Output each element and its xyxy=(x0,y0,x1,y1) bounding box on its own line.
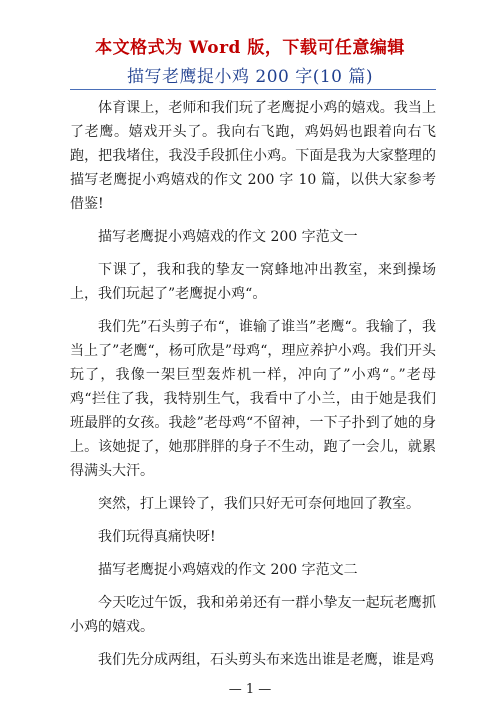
paragraph: 我们先”石头剪子布“，谁输了谁当”老鹰“。我输了，我当上了”老鹰“，杨可欣是”母鸡“，理应养护小鸡。我们开头玩了，我像一架巨型轰炸机一样，冲向了”小鸡“。”老母鸡“拦住了我，我特别生气，我看中了小兰，由于她是我们班最胖的女孩。我趁”老母鸡“不留神，一下子扑到了她的身上。该她捉了，她那胖胖的身子不生动，跑了一会儿，就累得满头大汗。 xyxy=(70,319,436,479)
paragraph: 下课了，我和我的挚友一窝蜂地冲出教室，来到操场上，我们玩起了”老鹰捉小鸡“。 xyxy=(70,262,436,302)
paragraph: 我们先分成两组，石头剪头布来选出谁是老鹰，谁是鸡 xyxy=(98,652,434,668)
page-number: — 1 — xyxy=(228,682,272,697)
download-banner: 本文格式为 Word 版，下载可任意编辑 xyxy=(95,38,405,58)
document-title: 描写老鹰捉小鸡 200 字(10 篇) xyxy=(126,67,374,87)
paragraph: 今天吃过午饭，我和弟弟还有一群小挚友一起玩老鹰抓小鸡的嬉戏。 xyxy=(70,595,436,635)
title-divider xyxy=(70,89,436,90)
paragraph: 突然，打上课铃了，我们只好无可奈何地回了教室。 xyxy=(98,496,420,512)
paragraph: 我们玩得真痛快呀! xyxy=(98,529,216,545)
document-body xyxy=(70,96,436,681)
section-heading: 描写老鹰捉小鸡嬉戏的作文 200 字范文一 xyxy=(98,229,358,245)
intro-paragraph: 体育课上，老师和我们玩了老鹰捉小鸡的嬉戏。我当上了老鹰。嬉戏开头了。我向右飞跑，鸡妈妈也跟着向右飞跑，把我堵住，我没手段抓住小鸡。下面是我为大家整理的描写老鹰捉小鸡嬉戏的作文 200 字 10 篇，以供大家参考借鉴! xyxy=(70,100,436,212)
section-heading: 描写老鹰捉小鸡嬉戏的作文 200 字范文二 xyxy=(98,562,358,578)
